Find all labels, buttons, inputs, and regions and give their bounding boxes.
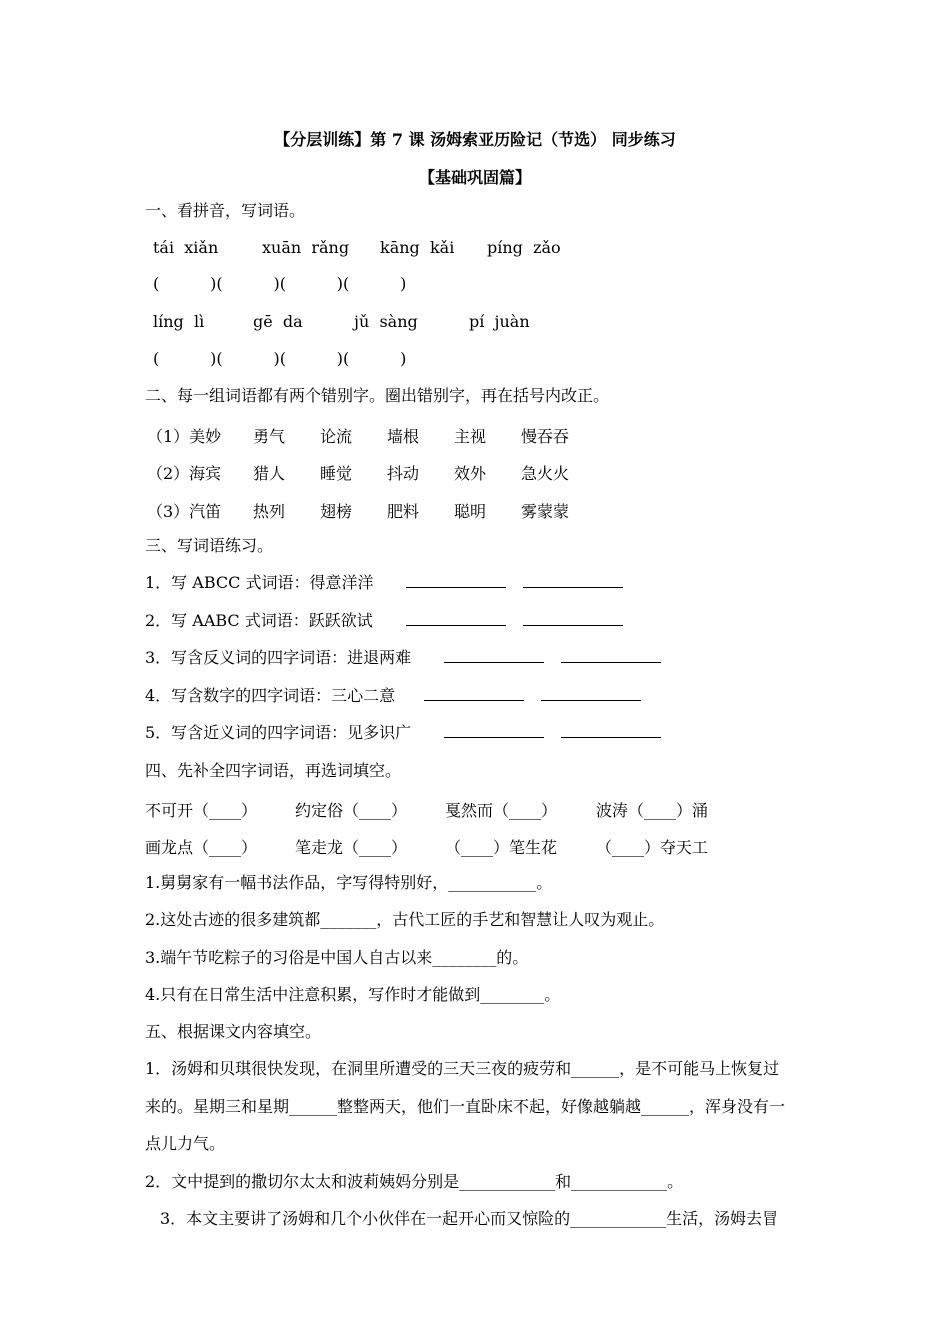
answer-blank [561, 723, 661, 738]
pinyin: tái xiǎn [153, 238, 219, 257]
word: 勇气 [253, 427, 286, 446]
answer-blank [541, 686, 641, 701]
pinyin: píng zǎo [487, 238, 561, 257]
word: 睡觉 [320, 464, 353, 483]
pinyin: jǔ sàng [354, 312, 418, 331]
pinyin: líng lì [153, 312, 205, 331]
word: 肥料 [387, 502, 420, 521]
idiom-blank: 不可开（____） [145, 801, 258, 820]
pinyin: kāng kǎi [380, 238, 455, 257]
word: 墙根 [387, 427, 420, 446]
idiom-blank: 戛然而（____） [445, 801, 558, 820]
answer-blank [523, 611, 623, 626]
word: 慢吞吞 [521, 427, 570, 446]
fill-sentence: 1.舅舅家有一幅书法作品，字写得特别好，___________。 [145, 873, 553, 892]
idiom-blank: 约定俗（____） [295, 801, 408, 820]
fill-sentence: 2.这处古迹的很多建筑都_______，古代工匠的手艺和智慧让人叹为观止。 [145, 910, 665, 929]
paragraph-line: 点儿力气。 [145, 1134, 226, 1153]
exercise-item: 4．写含数字的四字词语：三心二意 [145, 686, 641, 706]
pinyin: xuān rǎng [262, 238, 350, 257]
section4-heading: 四、先补全四字词语，再选词填空。 [145, 761, 402, 780]
section1-heading: 一、看拼音，写词语。 [145, 201, 306, 220]
word: 雾蒙蒙 [521, 502, 570, 521]
paragraph-line: 2．文中提到的撒切尔太太和波莉姨妈分别是____________和____________。 [145, 1172, 684, 1191]
word: （1）美妙 [147, 427, 222, 446]
word: （3）汽笛 [147, 502, 222, 521]
idiom-blank: 波涛（____）涌 [596, 801, 709, 820]
page-title: 【分层训练】第 7 课 汤姆索亚历险记（节选） 同步练习 [274, 130, 676, 149]
paragraph-line: 来的。星期三和星期______整整两天，他们一直卧床不起，好像越躺越______，浑身没有一 [145, 1097, 786, 1116]
word: 急火火 [521, 464, 570, 483]
word: 论流 [320, 427, 353, 446]
answer-blank [444, 723, 544, 738]
fill-sentence: 3.端午节吃粽子的习俗是中国人自古以来________的。 [145, 948, 529, 967]
word: 效外 [454, 464, 487, 483]
answer-blank [523, 573, 623, 588]
idiom-blank: （____）夺天工 [596, 838, 709, 857]
idiom-blank: 画龙点（____） [145, 838, 258, 857]
idiom-blank: （____）笔生花 [445, 838, 558, 857]
word: 主视 [454, 427, 487, 446]
fill-sentence: 4.只有在日常生活中注意积累，写作时才能做到________。 [145, 985, 561, 1004]
paragraph-line: 3．本文主要讲了汤姆和几个小伙伴在一起开心而又惊险的____________生活，汤姆去冒 [160, 1209, 779, 1228]
exercise-item: 5．写含近义词的四字词语：见多识广 [145, 723, 661, 743]
paragraph-line: 1．汤姆和贝琪很快发现，在洞里所遭受的三天三夜的疲劳和______，是不可能马上恢复过 [145, 1059, 780, 1078]
answer-brackets: ( )( )( )( ) [153, 349, 407, 368]
answer-blank [561, 648, 661, 663]
word: 猎人 [253, 464, 286, 483]
word: 抖动 [387, 464, 420, 483]
answer-brackets: ( )( )( )( ) [153, 274, 407, 293]
answer-blank [406, 573, 506, 588]
exercise-item: 1．写 ABCC 式词语：得意洋洋 [145, 573, 623, 593]
word: 热列 [253, 502, 286, 521]
pinyin: pí juàn [469, 312, 530, 331]
idiom-blank: 笔走龙（____） [295, 838, 408, 857]
word: 聪明 [454, 502, 487, 521]
exercise-item: 3．写含反义词的四字词语：进退两难 [145, 648, 661, 668]
pinyin: gē da [253, 312, 303, 331]
section3-heading: 三、写词语练习。 [145, 536, 274, 555]
answer-blank [406, 611, 506, 626]
section2-heading: 二、每一组词语都有两个错别字。圈出错别字，再在括号内改正。 [145, 386, 610, 405]
word: （2）海宾 [147, 464, 222, 483]
answer-blank [424, 686, 524, 701]
word: 翅榜 [320, 502, 353, 521]
section-subtitle: 【基础巩固篇】 [418, 168, 531, 187]
section5-heading: 五、根据课文内容填空。 [145, 1022, 322, 1041]
answer-blank [444, 648, 544, 663]
exercise-item: 2．写 AABC 式词语：跃跃欲试 [145, 611, 623, 631]
